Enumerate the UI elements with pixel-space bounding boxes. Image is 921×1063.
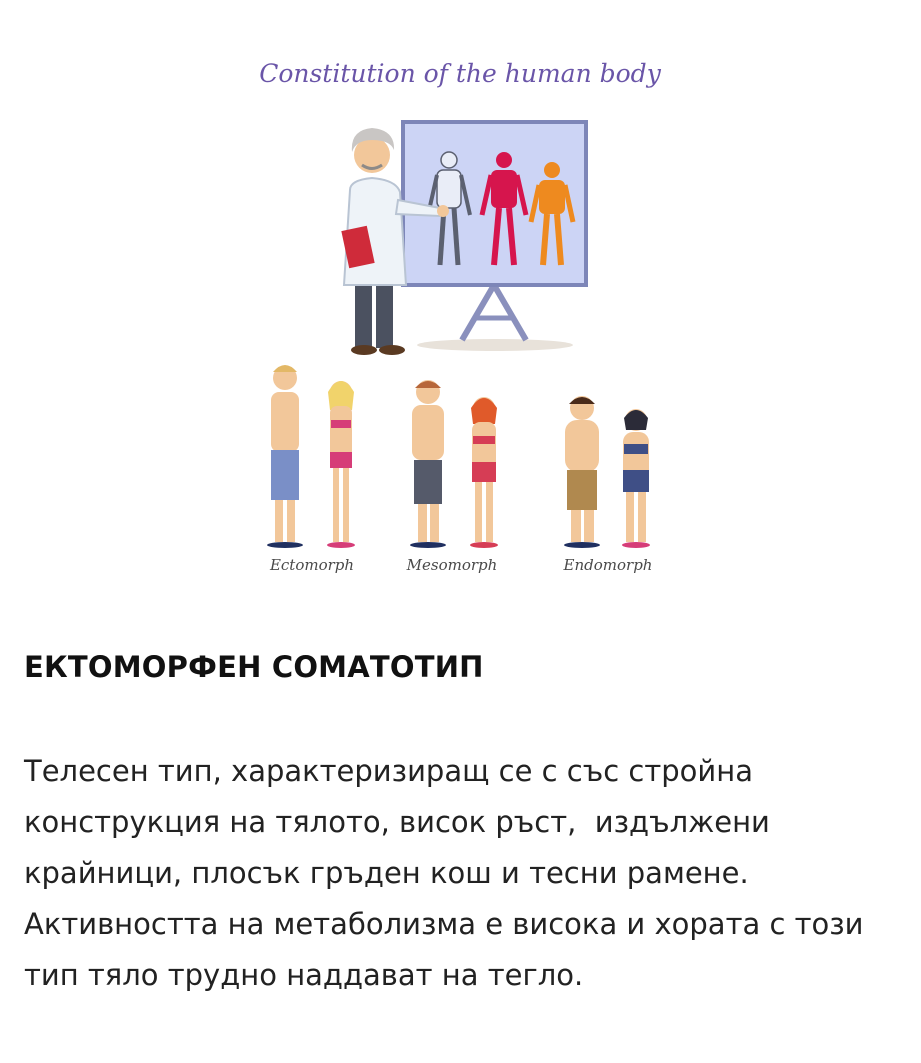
label-endomorph: Endomorph: [563, 556, 653, 574]
section-heading: ЕКТОМОРФЕН СОМАТОТИП: [24, 650, 484, 684]
ectomorph-man: [267, 365, 303, 548]
label-ectomorph: Ectomorph: [269, 556, 355, 574]
mesomorph-man: [410, 380, 446, 548]
endomorph-man: [564, 396, 600, 548]
figure-title: Constitution of the human body: [259, 59, 661, 88]
label-mesomorph: Mesomorph: [406, 556, 498, 574]
article: [24, 650, 904, 1001]
endomorph-woman: [622, 409, 650, 548]
ectomorph-woman: [327, 381, 355, 548]
body-paragraph: Телесен тип, характеризиращ се с със стройна конструкция на тялото, висок ръст, издължени крайници, плосък гръден кош и тесни рамене. Активността на метаболизма е висока и хората с този тип тяло трудно наддават на тегло.: [24, 754, 873, 992]
mesomorph-woman: [470, 397, 498, 548]
